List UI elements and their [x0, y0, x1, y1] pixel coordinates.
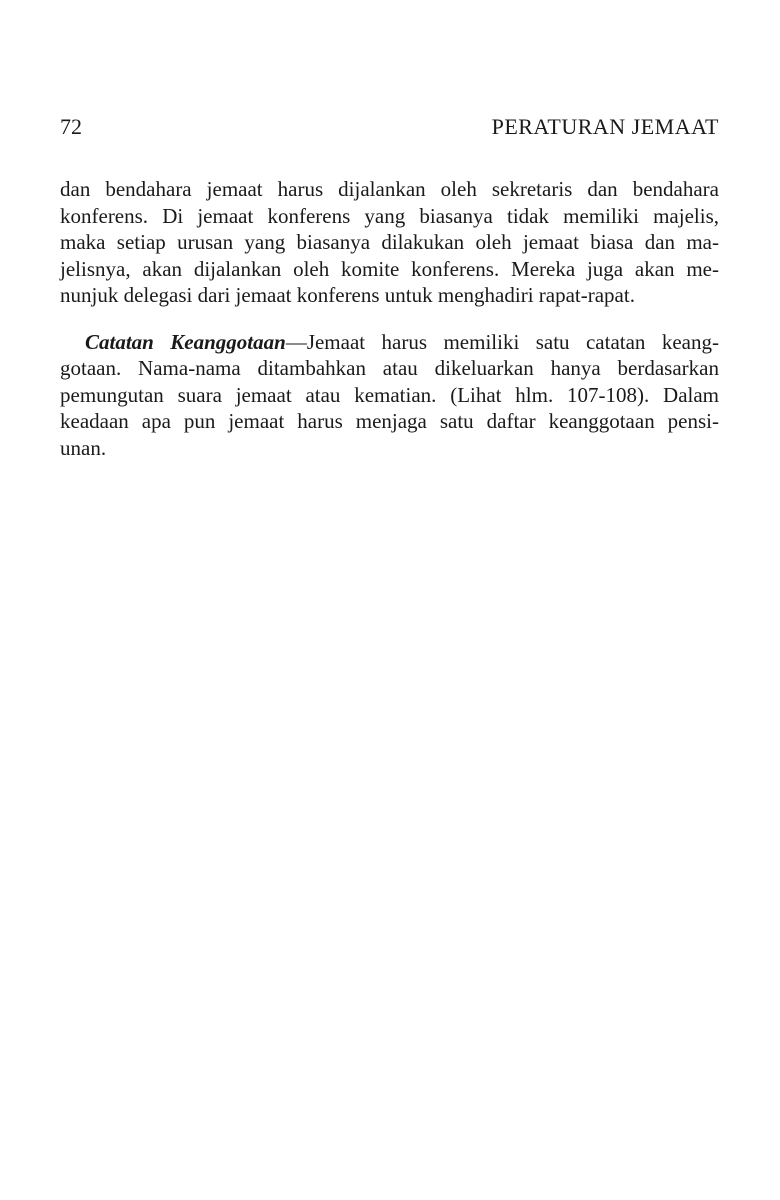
book-page	[60, 112, 719, 461]
text-line: nunjuk delegasi dari jemaat konferens untuk menghadiri rapat-rapat.	[60, 283, 635, 307]
running-head	[60, 112, 719, 176]
body-text	[60, 176, 719, 461]
text-line: jelisnya, akan dijalankan oleh komite konferens. Mereka juga akan me-	[60, 256, 719, 281]
text-line: dan bendahara jemaat harus dijalankan oleh sekretaris dan bendahara	[60, 177, 719, 201]
text-line-first	[60, 329, 719, 356]
text-line: pemungutan suara jemaat atau kematian. (Lihat hlm. 107-108). Dalam	[60, 382, 719, 407]
text-line: unan.	[60, 435, 107, 460]
text-line: keadaan apa pun jemaat harus menjaga satu daftar keanggotaan pensi-	[60, 409, 719, 433]
text-line: konferens. Di jemaat konferens yang biasanya tidak memiliki majelis,	[60, 203, 719, 228]
page-number: 72	[60, 114, 82, 139]
text-line-rest: —Jemaat harus memiliki satu catatan keang-	[285, 329, 719, 354]
section-heading: Catatan Keanggotaan	[85, 329, 286, 354]
running-title: PERATURAN JEMAAT	[491, 114, 719, 139]
paragraph-1	[60, 176, 719, 309]
text-line: gotaan. Nama-nama ditambahkan atau dikeluarkan hanya berdasarkan	[60, 356, 719, 380]
text-line: maka setiap urusan yang biasanya dilakukan oleh jemaat biasa dan ma-	[60, 230, 719, 254]
paragraph-2	[60, 329, 719, 462]
